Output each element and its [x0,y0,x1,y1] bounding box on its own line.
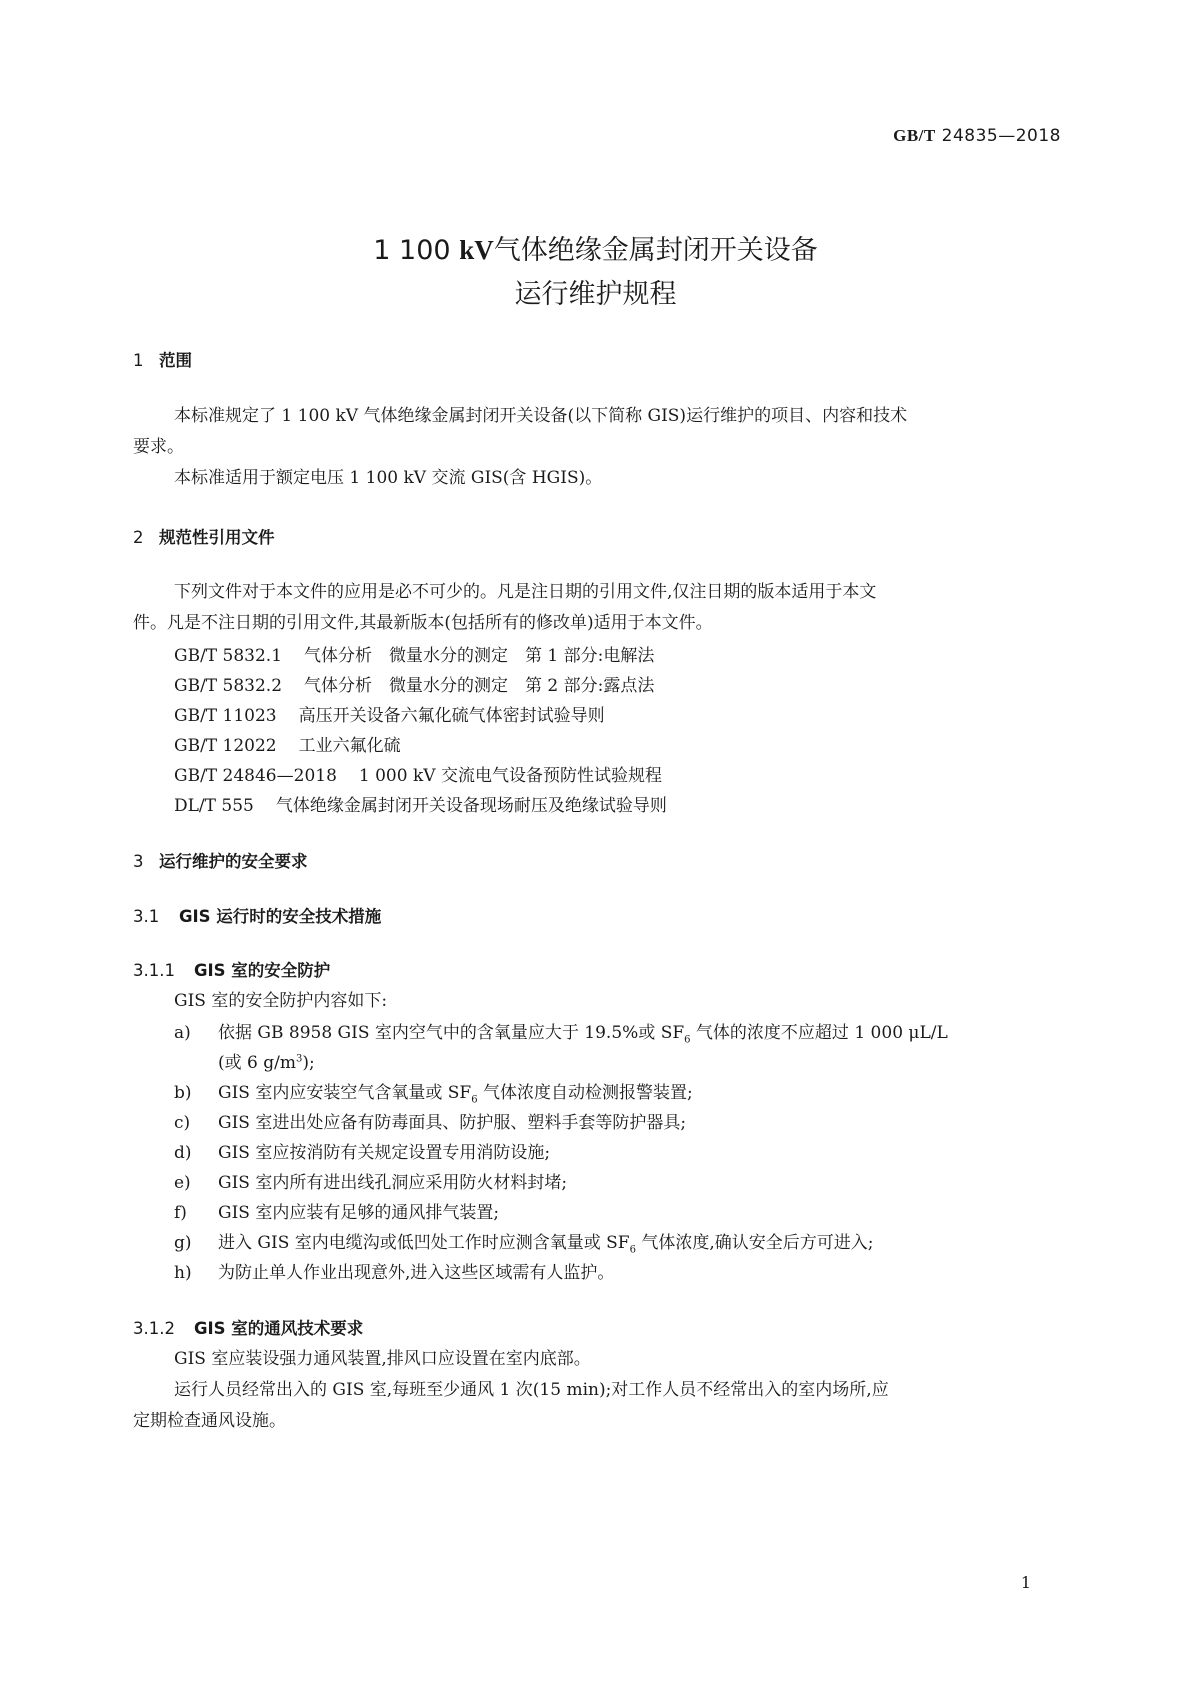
list-item-continuation: (或 6 $g/m^3$); [218,1053,315,1073]
reference-item: GB/T 11023 高压开关设备六氟化硫气体密封试验导则 [174,706,605,726]
list-item: g) 进入 GIS 室内电缆沟或低凹处工作时应测含氧量或 $SF_6$ 气体浓度,确认安全后方可进入; [174,1233,874,1256]
scope-paragraph: 本标准规定了 1 100 kV 气体绝缘金属封闭开关设备(以下简称 GIS)运行维护的项目、内容和技术 要求。 本标准适用于额定电压 1 100 kV 交流 GIS(含 HGIS)。 [133,406,908,488]
ventilation-paragraph: GIS 室应装设强力通风装置,排风口应设置在室内底部。 运行人员经常出入的 GIS 室,每班至少通风 1 次(15 min);对工作人员不经常出入的室内场所,应 定期检查通风设施。 [133,1349,889,1431]
section-heading-2: 2 规范性引用文件 [133,528,275,547]
section-heading-3-1-2: 3.1.2 GIS 室的通风技术要求 [133,1319,364,1338]
list-item: e) GIS 室内所有进出线孔洞应采用防火材料封堵; [174,1173,568,1193]
reference-item: DL/T 555 气体绝缘金属封闭开关设备现场耐压及绝缘试验导则 [174,796,667,816]
standard-number: GB/T 24835—2018 [893,126,1061,146]
document-title [0,228,1191,317]
list-item: b) GIS 室内应安装空气含氧量或 $SF_6$ 气体浓度自动检测报警装置; [174,1083,693,1106]
normative-intro: 下列文件对于本文件的应用是必不可少的。凡是注日期的引用文件,仅注日期的版本适用于本文 件。凡是不注日期的引用文件,其最新版本(包括所有的修改单)适用于本文件。 [133,582,877,633]
reference-item: GB/T 5832.2 气体分析 微量水分的测定 第 2 部分:露点法 [174,676,655,696]
title-line-2: 运行维护规程 [514,279,677,310]
page-number: 1 [1020,1573,1031,1592]
reference-item: GB/T 24846—2018 1 000 kV 交流电气设备预防性试验规程 [174,766,662,786]
list-item: h) 为防止单人作业出现意外,进入这些区域需有人监护。 [174,1263,615,1283]
list-item: d) GIS 室应按消防有关规定设置专用消防设施; [174,1143,551,1163]
safety-intro: GIS 室的安全防护内容如下: [174,991,388,1011]
section-heading-3-1: 3.1 GIS 运行时的安全技术措施 [133,907,382,926]
list-item: c) GIS 室进出处应备有防毒面具、防护服、塑料手套等防护器具; [174,1113,687,1133]
section-heading-3: 3 运行维护的安全要求 [133,852,308,871]
list-item: f) GIS 室内应装有足够的通风排气装置; [174,1203,500,1223]
reference-item: GB/T 12022 工业六氟化硫 [174,736,401,756]
reference-item: GB/T 5832.1 气体分析 微量水分的测定 第 1 部分:电解法 [174,646,655,666]
list-item: a) 依据 GB 8958 GIS 室内空气中的含氧量应大于 19.5%或 $SF_6$ 气体的浓度不应超过 1 000 μL/L [174,1023,948,1046]
section-heading-3-1-1: 3.1.1 GIS 室的安全防护 [133,961,331,980]
section-heading-1: 1 范围 [133,351,192,370]
title-line-1: 1 100 kV气体绝缘金属封闭开关设备 [373,235,818,266]
